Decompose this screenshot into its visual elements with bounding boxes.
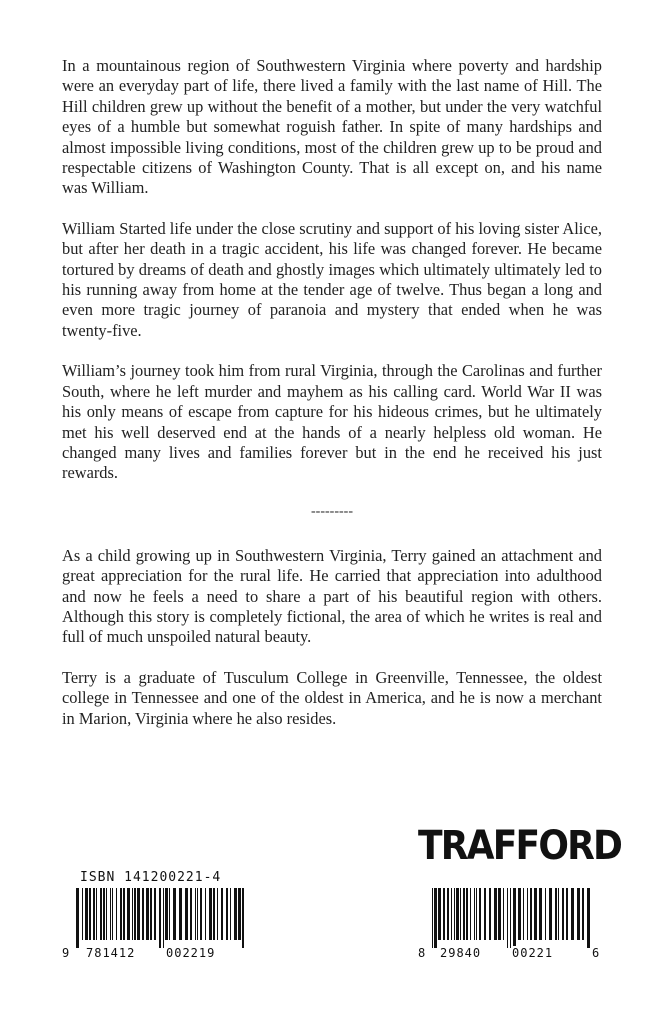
barcode-bar (498, 888, 501, 940)
barcode-bar (466, 888, 468, 940)
barcode-bar (100, 888, 102, 940)
barcode-bar (195, 888, 196, 940)
barcode-bar (85, 888, 88, 940)
barcode-bar (545, 888, 546, 940)
barcode-bar (179, 888, 182, 940)
barcode-bar (205, 888, 206, 940)
barcode-bar (503, 888, 504, 940)
barcode-bar (489, 888, 491, 940)
barcode-bar (89, 888, 91, 940)
section-separator: --------- (311, 503, 353, 519)
barcode-bar (112, 888, 113, 940)
barcode-bar (587, 888, 590, 948)
barcode-bar (200, 888, 202, 940)
barcode-bar (165, 888, 168, 940)
isbn-first-digit: 9 (62, 946, 71, 960)
upc-digits-group-1: 29840 (440, 946, 482, 960)
barcode-bar (534, 888, 537, 940)
barcode-bar (146, 888, 149, 940)
barcode-bar (523, 888, 524, 940)
barcode-bar (150, 888, 152, 940)
barcode-bar (116, 888, 117, 940)
barcode-bar (562, 888, 564, 940)
barcode-bar (96, 888, 97, 940)
upc-digits-group-2: 00221 (512, 946, 554, 960)
barcode-bar (154, 888, 156, 940)
synopsis-paragraph-2: William Started life under the close scrutiny and support of his loving sister Alice, but after her death in a tragic accident, his life was changed forever. He became tortured by dreams of death and ghostly images which ultimately ultimately led to his running away from home at the tender age of twelve. Thus began a long and even more tragic journey of paranoia and mystery that ended when he was twenty-five. (62, 218, 602, 340)
barcode-bar (142, 888, 144, 940)
barcode-bar (443, 888, 445, 940)
barcode-bar (209, 888, 212, 940)
barcode-bar (82, 888, 83, 940)
barcode-bar (226, 888, 228, 940)
barcode-bar (447, 888, 449, 940)
barcode-bar (132, 888, 133, 940)
barcode-bar (137, 888, 140, 940)
barcode-bar (577, 888, 580, 940)
barcode-bar (185, 888, 188, 940)
barcode-bar (242, 888, 244, 948)
barcode-bar (539, 888, 542, 940)
barcode-bar (484, 888, 486, 940)
barcode-bar (230, 888, 231, 940)
barcode-bar (507, 888, 508, 948)
barcode-bar (494, 888, 497, 940)
barcode-bar (438, 888, 441, 940)
barcode-bar (582, 888, 584, 940)
isbn-barcode (62, 888, 248, 948)
barcode-bar (470, 888, 471, 940)
barcode-bar (571, 888, 574, 940)
barcode-bar (197, 888, 198, 940)
barcode-bar (190, 888, 192, 940)
back-cover-text (62, 56, 602, 749)
isbn-digits-group-2: 002219 (166, 946, 216, 960)
barcode-bar (159, 888, 161, 948)
barcode-bar (173, 888, 176, 940)
upc-first-digit: 8 (418, 946, 427, 960)
barcode-bar (451, 888, 452, 940)
barcode-bar (123, 888, 125, 940)
barcode-bar (234, 888, 237, 940)
barcode-bar (110, 888, 111, 940)
barcode-bar (93, 888, 95, 940)
upc-barcode (418, 888, 604, 948)
author-paragraph-1: As a child growing up in Southwestern Virginia, Terry gained an attachment and great appreciation for the rural life. He carried that appreciation into adulthood and now he feels a need to share a part of his beautiful region with others. Although this story is completely fictional, the area of which he writes is real and full of much unspoiled natural beauty. (62, 545, 602, 647)
isbn-label: ISBN 141200221-4 (80, 870, 222, 885)
barcode-bar (527, 888, 528, 940)
barcode-bar (169, 888, 170, 940)
barcode-bar (558, 888, 559, 940)
publisher-logo: TRAFFORD (418, 823, 622, 869)
isbn-digits-group-1: 781412 (86, 946, 136, 960)
barcode-bar (127, 888, 130, 940)
barcode-bar (476, 888, 477, 940)
barcode-bar (103, 888, 105, 940)
barcode-bar (513, 888, 516, 948)
barcode-bar (134, 888, 136, 940)
barcode-bar (479, 888, 481, 940)
barcode-bar (454, 888, 455, 940)
barcode-bar (238, 888, 241, 940)
barcode-bar (474, 888, 475, 940)
barcode-bar (463, 888, 465, 940)
barcode-bar (106, 888, 107, 940)
barcode-bar (518, 888, 521, 940)
barcode-bar (120, 888, 122, 940)
barcode-bar (76, 888, 79, 948)
barcode-bar (555, 888, 557, 940)
barcode-bar (566, 888, 568, 940)
upc-last-digit: 6 (592, 946, 601, 960)
barcode-bar (510, 888, 511, 948)
barcode-bar (163, 888, 164, 948)
barcode-bar (530, 888, 532, 940)
barcode-bar (456, 888, 459, 940)
barcode-bar (434, 888, 437, 948)
barcode-bar (549, 888, 552, 940)
synopsis-paragraph-1: In a mountainous region of Southwestern Virginia where poverty and hardship were an everyday part of life, there lived a family with the last name of Hill. The Hill children grew up without the benefit of a mother, but under the very watchful eyes of a humble but somewhat roguish father. In spite of many hardships and almost impossible living conditions, most of the children grew up to be proud and respectable citizens of Washington County. That is all except on, and his name was William. (62, 56, 602, 198)
author-paragraph-2: Terry is a graduate of Tusculum College in Greenville, Tennessee, the oldest college in Tennessee and one of the oldest in America, and he is now a merchant in Marion, Virginia where he also resides. (62, 667, 602, 728)
barcode-bar (432, 888, 433, 948)
barcode-bar (213, 888, 215, 940)
barcode-bar (217, 888, 218, 940)
barcode-bar (221, 888, 223, 940)
synopsis-paragraph-3: William’s journey took him from rural Virginia, through the Carolinas and further South, where he left murder and mayhem as his calling card. World War II was his only means of escape from capture for his hideous crimes, but he ultimately met his well deserved end at the hands of a nearly helpless old woman. He changed many lives and families forever but in the end he received his just rewards. (62, 361, 602, 483)
barcode-bar (460, 888, 461, 940)
